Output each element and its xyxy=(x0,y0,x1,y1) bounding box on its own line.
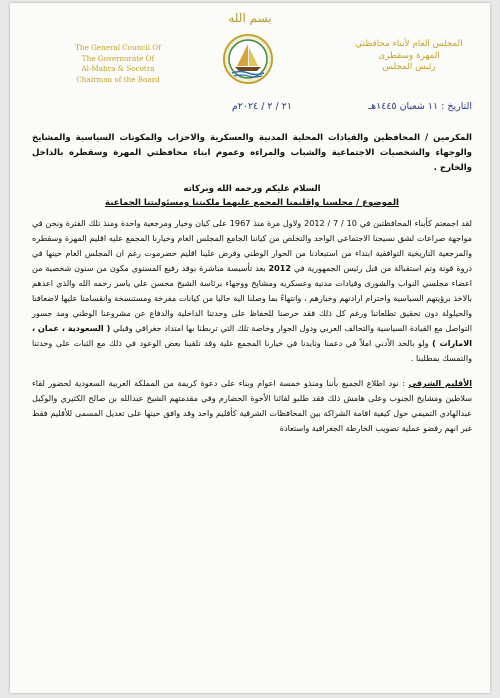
letterhead-en-line: The General Council Of xyxy=(75,43,161,52)
letterhead-ar-line: المجلس العام لأبناء محافظتي xyxy=(355,39,463,49)
letter-body xyxy=(32,131,472,446)
addressee: المكرمين / المحافظين والقيادات المحلية المدنية والعسكرية والاحزاب والمكونات السياسية والمشايخ والوجهاء والشخصيات الاجتماعية والشباب والمراءه وعموم ابناء محافظتي المهرة وسقطره بالداخل والخارج . xyxy=(32,133,472,173)
subject-line xyxy=(32,196,472,210)
paragraph-1-end: ولو بالحد الأدني املاً في دعمنا وتايدنا في خيارنا المجمع علية وقد تلقينا بعض الوعود في ذلك مع الثبات على وحدتنا والتمسك بمطلبنا . xyxy=(32,338,472,363)
paragraph-1 xyxy=(32,216,472,366)
letterhead-ar-line: المهرة وسقطرى xyxy=(378,50,440,61)
arabic-letterhead xyxy=(344,39,474,74)
greeting: السلام عليكم ورحمه الله وبركاته xyxy=(183,184,321,194)
eastern-region-label: الأقليم الشرقي xyxy=(408,378,472,388)
paragraph-1-start: لقد اجمعتم كأبناء المحافظتين في 10 / 7 / 2012 ولاول مرة منذ 1967 على كيان وخيار ومرجعية واحدة ومنذ تلك الفترة ونحن في مواجهة صراعات لشق نسيجنا الاجتماعي الواحد والتخلص من كياننا الجامع المجلس العام وخيارنا المجمع عليه اقليم المهرة وسقطره والمرجعية التاريخية التوافقية ابتداء من استبعادنا من الحوار الوطني وفرض علينا اقليم حضرموت رغم ان المجلس العام حينها في ذروة قوتة وتم استقبالة من قبل رئيس الجمهورية في xyxy=(32,218,473,273)
letterhead-en-line: The Governorate Of xyxy=(81,53,155,63)
letterhead-en-line: Al-Mahra & Socotra xyxy=(81,64,155,73)
letter-page xyxy=(10,3,490,693)
gregorian-date: ٢١ / ٢ / ٢٠٢٤م xyxy=(231,101,292,112)
year-2012: 2012 xyxy=(268,263,292,273)
paragraph-2 xyxy=(32,376,472,436)
sailboat-emblem-icon xyxy=(222,33,274,85)
paragraph-1-rest: بعد تأسيسة مباشرة بوفد رفيع المستوي مكون من ستون شخصية من اعضاء مجلسي النواب والشورى وقيادات مدنية وعسكريه ومشايخ ووجهاء برئاسة الشيخ محسن علي ياسر رحمه الله والذي اعدهم بالاخذ برؤيتهم السياسية واحترام ارادتهم وخيارهم ، وانتهاءً بما وصلنا الية حاليا من كيانات مفرخة ومستنسخة وانقسامنا عليها لاضعافنا والحيلولة دون تحقيق تطلعاتنا ورغم كل ذلك فقد حرصنا للحفاظ على وحدتنا الداخلية والدفاع عن مشروعنا الوطني ومد جسور التواصل مع القيادة السياسية والتحالف العربي ودول الجوار وخاصة تلك التي تربطنا بها امتداد جغرافي وقبلي xyxy=(32,263,472,333)
paragraph-2-text: : نود اطلاع الجميع بأننا ومنذو خمسة اعوام وبناء على دعوة كريمة من المملكة العربية السعودية لحضور لقاء سلاطين ومشايخ الجنوب وعلى هامش ذلك فقد طلبو لقائنا الأخوة الحضارم وفي مقدمتهم الشيخ عبدالله بن صالح الكثيري والوكيل عبدالهادي التميمي حول كيفية اقامة الشراكة بين المحافظات الشرقية كأقليم واحد وقد وافق حينها على تعديل المسمى للأقليم فقط غير انهم رفضو عملية تصويب الخارطة الجغرافية واستعادة xyxy=(32,378,472,433)
subject-text: الموضوع / مجلسنا واقليمنا المجمع عليهما ملكيتنا ومسئوليتنا الجماعية xyxy=(105,198,399,208)
hijri-date: التاريخ : ١١ شعبان ١٤٤٥هـ xyxy=(368,101,472,112)
letterhead-ar-line: رئيس المجلس xyxy=(382,62,436,72)
letterhead-en-line: Chairman of the Board xyxy=(76,74,160,84)
english-letterhead xyxy=(48,43,188,85)
countries-list: ( السعودية ، عمان ، الامارات ) xyxy=(32,323,472,348)
basmala-mark: بسم الله xyxy=(228,11,272,25)
